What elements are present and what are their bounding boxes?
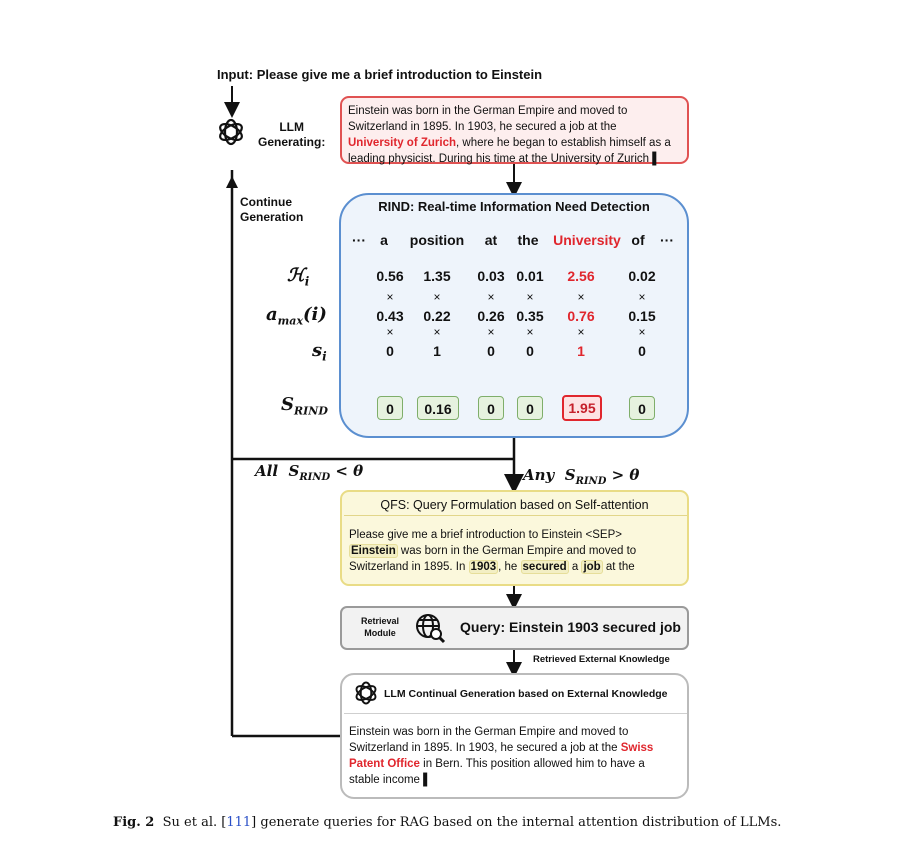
token: the: [517, 232, 539, 248]
qfs-title: QFS: Query Formulation based on Self-attention: [380, 498, 649, 512]
label-s-rind: [281, 394, 328, 418]
gen-line-1: Einstein was born in the German Empire and moved to: [348, 105, 628, 117]
caption-text-b: ] generate queries for RAG based on the internal attention distribution of LLMs.: [251, 815, 782, 830]
continual-line-3: [349, 756, 653, 772]
token-university-highlight: University: [553, 232, 621, 248]
srind-subscript: RIND: [294, 404, 328, 418]
qfs-line-3-c: a: [568, 561, 582, 573]
retrieval-label-line1: Retrieval: [360, 616, 400, 626]
srind-box: 0: [478, 396, 504, 420]
llm-label-line1: LLM: [279, 120, 304, 134]
continual-line-1: Einstein was born in the German Empire and moved to: [349, 726, 629, 738]
token-ellipsis-left: ···: [352, 232, 366, 248]
all-sub: RIND: [299, 472, 331, 483]
continual-line-4: stable income ▌: [349, 774, 432, 786]
retrieval-module-label: [352, 615, 408, 639]
all-threshold-condition: [255, 462, 363, 483]
s-subscript: i: [322, 349, 327, 364]
qfs-line-2: [349, 543, 636, 559]
qfs-line-3-d: at the: [602, 561, 635, 573]
label-s-i: [312, 340, 327, 364]
times-sign: ×: [638, 290, 646, 304]
a-value: 0.15: [628, 308, 656, 324]
continual-line-2: [349, 740, 653, 756]
label-h-i: [287, 265, 309, 289]
times-sign: ×: [577, 325, 585, 339]
any-sub: RIND: [575, 476, 607, 487]
h-value: 0.03: [477, 268, 505, 284]
a-value: 0.22: [423, 308, 451, 324]
caption-fig-number: Fig. 2: [113, 815, 155, 830]
a-value-highlight: 0.76: [567, 308, 595, 324]
llm-generating-label: [258, 120, 325, 150]
token: at: [484, 232, 498, 248]
all-s: S: [288, 462, 300, 480]
all-op: < θ: [335, 462, 364, 480]
openai-logo-icon: [352, 679, 380, 707]
qfs-hl-einstein: Einstein: [351, 545, 396, 557]
times-sign: ×: [577, 290, 585, 304]
a-value: 0.35: [516, 308, 544, 324]
gen-highlight-zurich: University of Zurich: [348, 137, 456, 149]
continual-title: LLM Continual Generation based on External Knowledge: [384, 688, 668, 700]
caption-reference-link[interactable]: 111: [226, 815, 252, 830]
times-sign: ×: [433, 325, 441, 339]
h-value: 0.02: [628, 268, 656, 284]
h-value: 0.56: [376, 268, 404, 284]
retrieval-query-text: Query: Einstein 1903 secured job: [460, 619, 681, 635]
srind-box: 0.16: [417, 396, 459, 420]
globe-search-icon: [414, 612, 446, 644]
times-sign: ×: [487, 325, 495, 339]
any-op: > θ: [611, 466, 640, 484]
qfs-line-3-b: , he: [498, 561, 521, 573]
s-value: 0: [638, 343, 646, 359]
token-ellipsis-right: ···: [660, 232, 674, 248]
s-value: 0: [386, 343, 394, 359]
continue-line1: Continue: [240, 195, 292, 209]
continual-line-2-a: Switzerland in 1895. In 1903, he secured a job at the: [349, 742, 621, 754]
h-value: 1.35: [423, 268, 451, 284]
continual-divider: [344, 713, 687, 714]
caption-text-a: Su et al. [: [162, 815, 227, 830]
continue-generation-label: [240, 195, 303, 225]
figure-caption: [113, 815, 781, 830]
input-prompt: Input: Please give me a brief introduction to Einstein: [217, 67, 543, 82]
qfs-line-1: Please give me a brief introduction to Einstein <SEP>: [349, 529, 622, 541]
gen-line-3: [348, 135, 687, 151]
continual-body: [349, 724, 653, 788]
times-sign: ×: [638, 325, 646, 339]
qfs-hl-secured: secured: [522, 561, 567, 573]
a-argument: (i): [303, 304, 327, 325]
a-value: 0.43: [376, 308, 404, 324]
qfs-body: [349, 527, 636, 575]
any-s: S: [564, 466, 576, 484]
srind-box: 0: [629, 396, 655, 420]
gen-line-4: leading physicist. During his time at the University of Zurich ▌: [348, 153, 661, 165]
times-sign: ×: [526, 290, 534, 304]
qfs-line-3: [349, 559, 636, 575]
srind-symbol: S: [281, 394, 294, 415]
label-a-max: [266, 304, 327, 328]
any-prefix: Any: [523, 466, 555, 484]
continual-line-3-rest: in Bern. This position allowed him to have a: [419, 758, 645, 770]
llm-label-line2: Generating:: [258, 135, 326, 149]
h-symbol: ℋ: [287, 265, 305, 286]
times-sign: ×: [386, 325, 394, 339]
continue-line2: Generation: [240, 210, 304, 224]
a-subscript: max: [277, 314, 303, 328]
gen-line-2: Switzerland in 1895. In 1903, he secured a job at the: [348, 121, 617, 133]
continual-hl-swiss: Swiss: [620, 742, 654, 754]
token: a: [380, 232, 388, 248]
token: position: [409, 232, 465, 248]
gen-line-3-rest: , where he began to establish himself as a: [456, 137, 671, 149]
rind-title: RIND: Real-time Information Need Detection: [378, 199, 650, 214]
retrieval-label-line2: Module: [364, 628, 396, 638]
retrieved-knowledge-label: Retrieved External Knowledge: [533, 654, 670, 665]
srind-box-highlight: 1.95: [562, 395, 602, 421]
srind-box: 0: [377, 396, 403, 420]
qfs-line-3-a: Switzerland in 1895. In: [349, 561, 469, 573]
qfs-line-2-rest: was born in the German Empire and moved to: [397, 545, 637, 557]
s-value-highlight: 1: [577, 343, 585, 359]
generated-text-box: [340, 96, 689, 164]
s-symbol: s: [312, 340, 323, 361]
h-subscript: i: [304, 274, 310, 289]
times-sign: ×: [487, 290, 495, 304]
h-value-highlight: 2.56: [567, 268, 595, 284]
all-prefix: All: [255, 462, 279, 480]
qfs-hl-job: job: [583, 561, 601, 573]
qfs-divider: [344, 515, 687, 516]
s-value: 1: [433, 343, 441, 359]
continue-loop-arrowhead: [226, 176, 238, 188]
a-symbol: a: [266, 304, 278, 325]
a-value: 0.26: [477, 308, 505, 324]
any-threshold-condition: [523, 466, 639, 487]
h-value: 0.01: [516, 268, 544, 284]
srind-box: 0: [517, 396, 543, 420]
times-sign: ×: [433, 290, 441, 304]
times-sign: ×: [526, 325, 534, 339]
qfs-hl-1903: 1903: [470, 561, 497, 573]
token: of: [631, 232, 645, 248]
s-value: 0: [487, 343, 495, 359]
s-value: 0: [526, 343, 534, 359]
openai-logo-icon: [215, 116, 247, 148]
times-sign: ×: [386, 290, 394, 304]
continual-hl-patent-office: Patent Office: [349, 758, 420, 770]
